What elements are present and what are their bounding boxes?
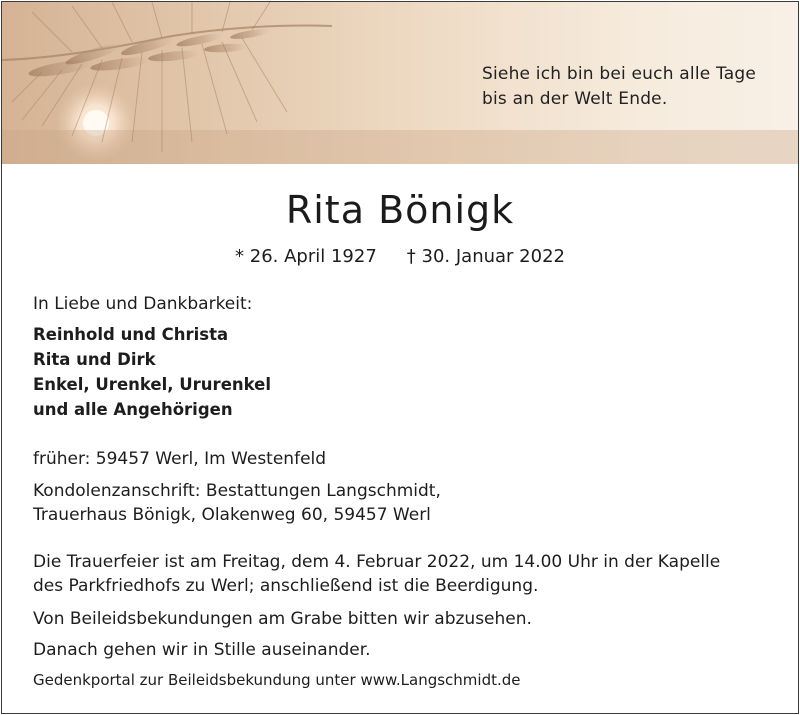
birth-date: * 26. April 1927 xyxy=(235,246,377,267)
death-date: † 30. Januar 2022 xyxy=(406,246,565,267)
mourner-2: Rita und Dirk xyxy=(33,350,156,369)
mourner-4: und alle Angehörigen xyxy=(33,400,233,419)
bible-verse xyxy=(482,62,756,112)
life-dates xyxy=(2,246,798,267)
deceased-name: Rita Bönigk xyxy=(285,188,515,232)
mourners-intro: In Liebe und Dankbarkeit: xyxy=(33,294,253,314)
former-address: früher: 59457 Werl, Im Westenfeld xyxy=(33,449,327,469)
condolence-address xyxy=(33,479,441,527)
silence-note: Danach gehen wir in Stille auseinander. xyxy=(33,640,371,660)
mourner-3: Enkel, Urenkel, Ururenkel xyxy=(33,375,272,394)
condolence-line-1: Kondolenzanschrift: Bestattungen Langschmidt, xyxy=(33,481,441,501)
mourners-list xyxy=(33,322,271,422)
funeral-line-1: Die Trauerfeier ist am Freitag, dem 4. Februar 2022, um 14.00 Uhr in der Kapelle xyxy=(33,552,721,572)
verse-line-1: Siehe ich bin bei euch alle Tage xyxy=(482,64,757,84)
funeral-line-2: des Parkfriedhofs zu Werl; anschließend ist die Beerdigung. xyxy=(33,576,539,596)
no-condolences-note: Von Beileidsbekundungen am Grabe bitten wir abzusehen. xyxy=(33,609,532,629)
condolence-line-2: Trauerhaus Bönigk, Olakenweg 60, 59457 Werl xyxy=(33,505,431,525)
obituary-card xyxy=(1,1,799,714)
header-banner xyxy=(2,2,798,164)
funeral-notice xyxy=(33,550,720,598)
verse-line-2: bis an der Welt Ende. xyxy=(482,89,668,109)
memorial-portal-note: Gedenkportal zur Beileidsbekundung unter www.Langschmidt.de xyxy=(33,671,521,689)
mourner-1: Reinhold und Christa xyxy=(33,325,229,344)
